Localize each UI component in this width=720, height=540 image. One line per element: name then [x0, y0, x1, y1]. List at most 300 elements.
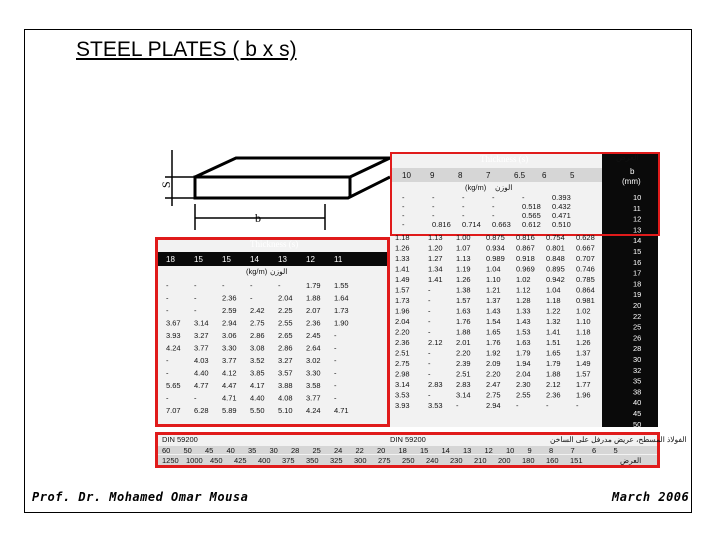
- middle-cell: 0.801: [546, 243, 565, 253]
- middle-cell: 2.39: [456, 359, 471, 368]
- middle-cell: 1.76: [486, 338, 501, 347]
- left-cell: -: [334, 393, 337, 403]
- middle-cell: 2.51: [395, 348, 410, 358]
- middle-cell: 2.36: [546, 390, 561, 400]
- bottom-thickness-value: 25: [312, 446, 321, 455]
- width-value: 13: [633, 225, 642, 235]
- s-dimension: [165, 150, 195, 206]
- middle-cell: 1.57: [576, 369, 591, 379]
- left-cell: -: [334, 381, 337, 390]
- middle-cell: -: [456, 401, 459, 410]
- right-cell: -: [432, 211, 435, 220]
- middle-cell: 1.49: [576, 359, 591, 368]
- plate-drawing: [195, 158, 390, 198]
- bottom-thickness-value: 14: [441, 446, 450, 455]
- middle-cell: 1.26: [395, 243, 410, 253]
- left-cell: 2.04: [278, 293, 293, 303]
- left-cell: 3.14: [194, 318, 209, 328]
- left-cell: 4.47: [222, 381, 237, 390]
- middle-cell: 2.20: [395, 327, 410, 337]
- bottom-thickness-value: 8: [549, 446, 554, 455]
- bottom-thickness-value: 30: [269, 446, 278, 455]
- bottom-thickness-value: 7: [570, 446, 575, 455]
- middle-cell: 1.51: [546, 338, 561, 347]
- right-cell: 0.393: [552, 193, 571, 202]
- right-thickness-label: Thickness (s): [480, 154, 529, 164]
- middle-cell: 1.54: [486, 317, 501, 326]
- middle-cell: 1.53: [516, 327, 531, 337]
- left-cell: 4.08: [278, 393, 293, 403]
- middle-cell: 1.43: [516, 317, 531, 326]
- left-cell: -: [278, 281, 281, 290]
- right-cell: -: [522, 193, 525, 202]
- left-cell: 3.77: [306, 393, 321, 403]
- left-cell: 3.52: [250, 356, 265, 365]
- middle-cell: 1.43: [486, 306, 501, 316]
- left-cell: 4.71: [334, 406, 349, 415]
- middle-cell: 1.04: [486, 264, 501, 274]
- middle-cell: 0.628: [576, 233, 595, 242]
- middle-cell: 1.63: [456, 306, 471, 316]
- width-value: 18: [633, 279, 642, 289]
- left-cell: 2.64: [306, 343, 321, 353]
- bottom-thickness-value: 5: [613, 446, 618, 455]
- bottom-width-value: 400: [258, 456, 271, 465]
- left-cell: 2.86: [250, 331, 265, 340]
- left-cell: -: [334, 356, 337, 365]
- bottom-width-value: 275: [378, 456, 391, 465]
- right-thickness-value: 10: [402, 171, 411, 180]
- middle-cell: -: [428, 359, 431, 368]
- width-value: 30: [633, 355, 642, 364]
- middle-cell: 2.98: [395, 369, 410, 379]
- middle-cell: 2.04: [395, 317, 410, 326]
- middle-cell: 0.867: [516, 243, 535, 253]
- middle-cell: 1.33: [516, 306, 531, 316]
- middle-cell: 2.20: [456, 348, 471, 358]
- middle-cell: 2.83: [456, 380, 471, 389]
- left-thickness-header: [158, 252, 387, 266]
- bottom-width-value: 151: [570, 456, 583, 465]
- left-thickness-value: 11: [334, 255, 343, 264]
- middle-cell: 1.73: [395, 296, 410, 305]
- right-thickness-value: 6.5: [514, 171, 526, 180]
- middle-cell: 1.10: [486, 275, 501, 284]
- middle-cell: 0.707: [576, 254, 595, 263]
- bottom-width-value: 160: [546, 456, 559, 465]
- middle-cell: 2.83: [428, 380, 443, 389]
- middle-cell: -: [516, 401, 519, 410]
- right-cell: 0.518: [522, 202, 541, 211]
- left-thickness-label: Thickness (s): [250, 239, 299, 249]
- bottom-width-value: 1250: [162, 456, 179, 465]
- middle-cell: 1.27: [428, 254, 443, 263]
- middle-cell: 1.41: [546, 327, 561, 337]
- middle-cell: 1.13: [428, 233, 443, 242]
- left-cell: 4.71: [222, 393, 237, 403]
- middle-cell: 1.41: [395, 264, 410, 274]
- middle-cell: 1.21: [486, 285, 501, 295]
- middle-cell: 2.47: [486, 380, 501, 389]
- left-cell: 1.73: [334, 306, 349, 315]
- left-cell: 3.58: [306, 381, 321, 390]
- width-value: 12: [633, 214, 642, 224]
- middle-cell: 2.75: [486, 390, 501, 400]
- left-cell: -: [334, 343, 337, 353]
- middle-cell: 1.37: [486, 296, 501, 305]
- left-thickness-value: 12: [306, 255, 315, 264]
- left-cell: -: [166, 306, 169, 315]
- middle-cell: 1.38: [456, 285, 471, 295]
- left-cell: 1.79: [306, 281, 321, 290]
- left-cell: -: [166, 281, 169, 290]
- left-cell: -: [194, 306, 197, 315]
- left-cell: 5.50: [250, 406, 265, 415]
- right-cell: 0.432: [552, 202, 571, 211]
- middle-cell: 2.36: [395, 338, 410, 347]
- middle-cell: 1.18: [395, 233, 410, 242]
- bottom-thickness-value: 60: [162, 446, 171, 455]
- middle-cell: 0.816: [516, 233, 535, 242]
- left-cell: 4.24: [306, 406, 321, 415]
- middle-cell: 1.18: [546, 296, 561, 305]
- middle-cell: -: [546, 401, 549, 410]
- bottom-width-value: 300: [354, 456, 367, 465]
- left-cell: 3.27: [278, 356, 293, 365]
- middle-cell: 2.04: [516, 369, 531, 379]
- middle-cell: 1.10: [576, 317, 591, 326]
- middle-cell: 0.848: [546, 254, 565, 263]
- right-cell: -: [402, 211, 405, 220]
- left-cell: 2.55: [278, 318, 293, 328]
- width-value: 20: [633, 301, 642, 310]
- right-cell: -: [402, 193, 405, 202]
- width-header-unit: (mm): [622, 177, 641, 186]
- middle-cell: 1.07: [456, 243, 471, 253]
- bottom-thickness-value: 35: [248, 446, 257, 455]
- middle-cell: 2.12: [546, 380, 561, 389]
- left-thickness-value: 14: [250, 255, 259, 264]
- bottom-width-value: 375: [282, 456, 295, 465]
- middle-cell: 1.19: [456, 264, 471, 274]
- middle-cell: 0.918: [516, 254, 535, 263]
- middle-cell: 1.00: [456, 233, 471, 242]
- left-cell: -: [194, 393, 197, 403]
- middle-cell: 2.55: [516, 390, 531, 400]
- middle-cell: 1.65: [546, 348, 561, 358]
- width-value: 17: [633, 268, 642, 278]
- left-cell: -: [250, 293, 253, 303]
- middle-cell: 1.63: [516, 338, 531, 347]
- right-thickness-value: 7: [486, 171, 491, 180]
- left-cell: 1.88: [306, 293, 321, 303]
- left-cell: 3.08: [250, 343, 265, 353]
- left-cell: 2.86: [278, 343, 293, 353]
- width-value: 15: [633, 247, 642, 256]
- left-cell: 1.64: [334, 293, 349, 303]
- bottom-thickness-value: 6: [592, 446, 597, 455]
- middle-cell: 3.14: [395, 380, 410, 389]
- left-cell: 3.30: [306, 368, 321, 378]
- left-cell: -: [334, 331, 337, 340]
- width-value: 14: [633, 236, 642, 246]
- left-cell: 1.55: [334, 281, 349, 290]
- width-value: 26: [633, 333, 642, 343]
- left-thickness-value: 18: [166, 255, 175, 264]
- bottom-thickness-value: 20: [377, 446, 386, 455]
- middle-cell: 3.53: [395, 390, 410, 400]
- left-cell: 4.40: [194, 368, 209, 378]
- left-cell: 4.03: [194, 356, 209, 365]
- left-cell: -: [194, 293, 197, 303]
- width-value: 22: [633, 311, 642, 321]
- middle-cell: 3.93: [395, 401, 410, 410]
- right-weight-unit: (kg/m): [465, 183, 487, 192]
- right-cell: -: [492, 211, 495, 220]
- right-cell: 0.471: [552, 211, 571, 220]
- left-cell: -: [194, 281, 197, 290]
- middle-cell: 0.969: [516, 264, 535, 274]
- left-cell: 2.07: [306, 306, 321, 315]
- right-cell: 0.816: [432, 220, 451, 229]
- right-thickness-value: 5: [570, 171, 575, 180]
- bottom-width-label-ar: العرض: [620, 456, 642, 465]
- left-cell: 4.24: [166, 343, 181, 353]
- left-cell: 4.12: [222, 368, 237, 378]
- left-cell: -: [166, 393, 169, 403]
- middle-cell: 3.53: [428, 401, 443, 410]
- right-cell: 0.714: [462, 220, 481, 229]
- left-cell: 4.17: [250, 381, 265, 390]
- bottom-width-value: 350: [306, 456, 319, 465]
- width-value: 25: [633, 322, 642, 332]
- middle-cell: 2.30: [516, 380, 531, 389]
- left-cell: 1.90: [334, 318, 349, 328]
- right-cell: -: [492, 193, 495, 202]
- middle-cell: 1.57: [456, 296, 471, 305]
- right-cell: -: [432, 202, 435, 211]
- left-cell: 3.30: [222, 343, 237, 353]
- left-cell: -: [166, 356, 169, 365]
- left-cell: 4.77: [194, 381, 209, 390]
- left-cell: -: [166, 368, 169, 378]
- middle-cell: 0.746: [576, 264, 595, 274]
- right-cell: -: [492, 202, 495, 211]
- bottom-thickness-value: 18: [398, 446, 407, 455]
- middle-cell: 2.94: [486, 401, 501, 410]
- bottom-thickness-value: 12: [484, 446, 493, 455]
- right-cell: -: [462, 202, 465, 211]
- middle-cell: -: [428, 306, 431, 316]
- middle-cell: -: [428, 285, 431, 295]
- middle-cell: 1.32: [546, 317, 561, 326]
- middle-cell: 1.57: [395, 285, 410, 295]
- bottom-thickness-value: 50: [183, 446, 192, 455]
- left-cell: 5.89: [222, 406, 237, 415]
- left-thickness-value: 15: [222, 255, 231, 264]
- left-cell: 3.02: [306, 356, 321, 365]
- left-cell: 5.10: [278, 406, 293, 415]
- middle-cell: 2.20: [486, 369, 501, 379]
- middle-cell: 0.785: [576, 275, 595, 284]
- left-thickness-value: 13: [278, 255, 287, 264]
- right-width-column-cont: [602, 236, 658, 427]
- middle-cell: 0.667: [576, 243, 595, 253]
- right-thickness-value: 6: [542, 171, 547, 180]
- bottom-width-value: 200: [498, 456, 511, 465]
- width-value: 19: [633, 290, 642, 300]
- left-cell: 2.94: [222, 318, 237, 328]
- bottom-thickness-value: 9: [527, 446, 532, 455]
- right-thickness-value: 8: [458, 171, 463, 180]
- width-value: 38: [633, 387, 642, 397]
- middle-cell: 1.20: [428, 243, 443, 253]
- middle-cell: 1.26: [576, 338, 591, 347]
- left-cell: 4.40: [250, 393, 265, 403]
- left-cell: -: [222, 281, 225, 290]
- middle-cell: 1.12: [516, 285, 531, 295]
- middle-cell: 1.41: [428, 275, 443, 284]
- width-header-symbol: b: [630, 167, 635, 176]
- bottom-width-value: 210: [474, 456, 487, 465]
- bottom-title-ar: الفولاذ المسطح، عريض مدرفل على الساخن: [550, 435, 687, 444]
- middle-cell: 2.51: [456, 369, 471, 379]
- middle-cell: 1.92: [486, 348, 501, 358]
- width-value: 28: [633, 344, 642, 354]
- middle-cell: 1.79: [516, 348, 531, 358]
- width-value: 50: [633, 419, 642, 429]
- left-cell: 5.65: [166, 381, 181, 390]
- bottom-width-value: 180: [522, 456, 535, 465]
- right-cell: 0.663: [492, 220, 511, 229]
- left-weight-label-ar: الوزن: [270, 267, 288, 276]
- footer-date: March 2006: [612, 490, 690, 504]
- middle-cell: 0.754: [546, 233, 565, 242]
- middle-cell: -: [428, 296, 431, 305]
- left-cell: -: [334, 368, 337, 378]
- right-cell: -: [462, 211, 465, 220]
- left-cell: 3.88: [278, 381, 293, 390]
- middle-cell: 1.02: [576, 306, 591, 316]
- din-left: DIN 59200: [162, 435, 198, 444]
- middle-cell: 1.33: [395, 254, 410, 263]
- middle-cell: 0.942: [546, 275, 565, 284]
- left-cell: 2.42: [250, 306, 265, 315]
- width-value: 32: [633, 365, 642, 375]
- bottom-width-value: 425: [234, 456, 247, 465]
- middle-cell: 1.88: [546, 369, 561, 379]
- width-value: 45: [633, 409, 642, 418]
- width-value: 11: [633, 203, 641, 213]
- right-cell: -: [462, 193, 465, 202]
- footer-author: Prof. Dr. Mohamed Omar Mousa: [32, 490, 249, 504]
- middle-cell: 1.37: [576, 348, 591, 358]
- left-cell: 6.28: [194, 406, 209, 415]
- steel-plates-figure: [150, 140, 687, 470]
- left-cell: 2.65: [278, 331, 293, 340]
- middle-cell: -: [428, 317, 431, 326]
- right-cell: -: [402, 220, 405, 229]
- middle-cell: 2.75: [395, 359, 410, 368]
- middle-cell: -: [428, 348, 431, 358]
- middle-cell: 1.88: [456, 327, 471, 337]
- middle-cell: 1.34: [428, 264, 443, 274]
- bottom-thickness-value: 15: [420, 446, 429, 455]
- din-right: DIN 59200: [390, 435, 426, 444]
- middle-cell: 1.49: [395, 275, 410, 284]
- left-cell: 2.36: [222, 293, 237, 303]
- left-cell: 3.77: [222, 356, 237, 365]
- bottom-thickness-value: 13: [463, 446, 472, 455]
- left-cell: -: [250, 281, 253, 290]
- left-cell: 3.27: [194, 331, 209, 340]
- middle-cell: 2.09: [486, 359, 501, 368]
- middle-cell: 1.77: [576, 380, 591, 389]
- middle-cell: -: [428, 369, 431, 379]
- middle-cell: 1.02: [516, 275, 531, 284]
- right-cell: -: [402, 202, 405, 211]
- right-cell: 0.510: [552, 220, 571, 229]
- bottom-thickness-value: 22: [355, 446, 364, 455]
- middle-cell: 1.26: [456, 275, 471, 284]
- middle-cell: 1.28: [516, 296, 531, 305]
- right-cell: -: [432, 193, 435, 202]
- bottom-thickness-value: 28: [291, 446, 300, 455]
- width-header-ar: العرض: [616, 153, 639, 162]
- left-cell: 2.75: [250, 318, 265, 328]
- bottom-width-value: 230: [450, 456, 463, 465]
- middle-cell: 1.13: [456, 254, 471, 263]
- middle-cell: 0.864: [576, 285, 595, 295]
- middle-cell: 3.14: [456, 390, 471, 400]
- middle-cell: 0.989: [486, 254, 505, 263]
- middle-cell: 1.04: [546, 285, 561, 295]
- left-cell: 3.85: [250, 368, 265, 378]
- bottom-width-value: 240: [426, 456, 439, 465]
- middle-cell: 1.96: [395, 306, 410, 316]
- left-cell: 7.07: [166, 406, 181, 415]
- middle-cell: 1.18: [576, 327, 591, 337]
- middle-cell: -: [576, 401, 579, 410]
- right-cell: 0.612: [522, 220, 541, 229]
- left-cell: 3.67: [166, 318, 181, 328]
- left-cell: 2.25: [278, 306, 293, 315]
- middle-cell: 1.94: [516, 359, 531, 368]
- width-value: 16: [633, 257, 642, 267]
- bottom-thickness-value: 40: [226, 446, 235, 455]
- left-cell: 2.36: [306, 318, 321, 328]
- middle-cell: 0.934: [486, 243, 505, 253]
- middle-cell: 2.01: [456, 338, 471, 347]
- middle-cell: 1.22: [546, 306, 561, 316]
- page-title: STEEL PLATES ( b x s): [76, 38, 297, 61]
- left-cell: 3.93: [166, 331, 181, 340]
- right-width-column: [602, 154, 658, 234]
- bottom-width-value: 1000: [186, 456, 203, 465]
- left-thickness-value: 15: [194, 255, 203, 264]
- middle-cell: 0.895: [546, 264, 565, 274]
- plate-outline: [195, 158, 390, 198]
- width-value: 35: [633, 376, 642, 386]
- right-cell: 0.565: [522, 211, 541, 220]
- middle-cell: -: [428, 327, 431, 337]
- middle-cell: 2.12: [428, 338, 443, 347]
- middle-cell: -: [428, 390, 431, 400]
- bottom-thickness-value: 10: [506, 446, 515, 455]
- right-weight-label-ar: الوزن: [495, 183, 513, 192]
- bottom-width-value: 250: [402, 456, 415, 465]
- b-label: b: [255, 211, 261, 225]
